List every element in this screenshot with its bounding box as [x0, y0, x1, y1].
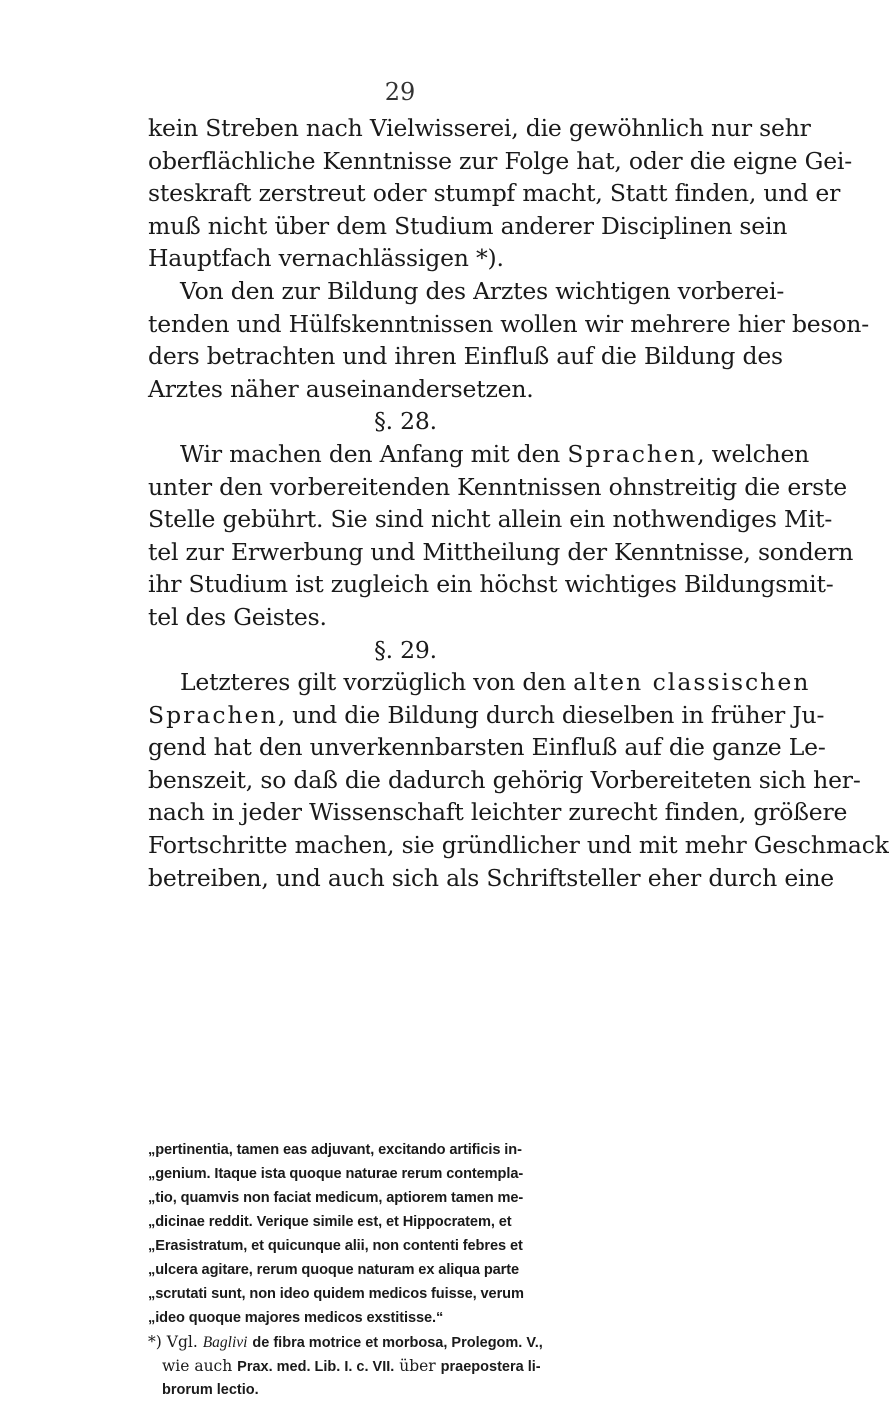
- work-title: de fibra motrice et morbosa, Prolegom. V.,: [252, 1335, 543, 1351]
- text-line: benszeit, so daß die dadurch gehörig Vorbereiteten sich her-: [148, 765, 861, 794]
- quote-line: „Erasistratum, et quicunque alii, non contenti febres et: [148, 1238, 523, 1254]
- quote-line: „pertinentia, tamen eas adjuvant, excitando artificis in-: [148, 1142, 522, 1158]
- quote-line: „ideo quoque majores medicos exstitisse.“: [148, 1310, 444, 1326]
- emphasis-sprachen: Sprachen: [148, 700, 278, 729]
- text-line: [148, 699, 825, 732]
- text-line: ihr Studium ist zugleich ein höchst wichtiges Bildungsmit-: [148, 570, 834, 599]
- text-fragment: Letzteres gilt vorzüglich von den: [180, 668, 574, 697]
- footnote-line: [148, 1354, 660, 1378]
- text-fragment: Wir machen den Anfang mit den: [180, 439, 568, 468]
- text-line: oberflächliche Kenntnisse zur Folge hat, oder die eigne Gei-: [148, 146, 852, 175]
- quote-line: „tio, quamvis non faciat medicum, aptiorem tamen me-: [148, 1190, 524, 1206]
- footnote: [148, 1330, 660, 1402]
- quote-line: „dicinae reddit. Verique simile est, et Hippocratem, et: [148, 1214, 512, 1230]
- text-line: unter den vorbereitenden Kenntnissen ohnstreitig die erste: [148, 472, 847, 501]
- text-line: tel zur Erwerbung und Mittheilung der Kenntnisse, sondern: [148, 537, 854, 566]
- text-fragment: wie auch: [162, 1357, 233, 1375]
- text-line: [148, 438, 810, 471]
- text-line: betreiben, und auch sich als Schriftsteller eher durch eine: [148, 863, 835, 892]
- text-line: Von den zur Bildung des Arztes wichtigen vorberei-: [180, 276, 785, 305]
- text-line: Fortschritte machen, sie gründlicher und mit mehr Geschmack: [148, 831, 889, 860]
- text-fragment: über: [399, 1357, 436, 1375]
- paragraph-3: [148, 438, 854, 634]
- text-line: gend hat den unverkennbarsten Einfluß auf die ganze Le-: [148, 733, 826, 762]
- section-heading-28: §. 28.: [374, 407, 437, 436]
- text-fragment: , und die Bildung durch dieselben in früher Ju-: [277, 700, 825, 729]
- text-line: Arztes näher auseinandersetzen.: [148, 374, 534, 403]
- page-number: 29: [384, 78, 416, 106]
- text-line: Hauptfach vernachlässigen *).: [148, 244, 504, 273]
- author-name: Baglivi: [202, 1334, 248, 1351]
- footnote-line: brorum lectio.: [162, 1382, 259, 1398]
- footnote-line: [148, 1330, 660, 1354]
- quote-line: „genium. Itaque ista quoque naturae rerum contempla-: [148, 1166, 524, 1182]
- emphasis-sprachen: Sprachen: [567, 439, 698, 468]
- paragraph-1: [148, 112, 852, 275]
- main-text: [148, 112, 889, 894]
- quote-line: „ulcera agitare, rerum quoque naturam ex aliqua parte: [148, 1262, 520, 1278]
- quote-line: „scrutati sunt, non ideo quidem medicos fuisse, verum: [148, 1286, 524, 1302]
- text-line: kein Streben nach Vielwisserei, die gewöhnlich nur sehr: [148, 114, 811, 142]
- text-line: tel des Geistes.: [148, 602, 327, 631]
- text-line: nach in jeder Wissenschaft leichter zurecht finden, größere: [148, 798, 848, 827]
- section-heading-29: §. 29.: [374, 635, 437, 664]
- work-reference: Prax. med. Lib. I. c. VII.: [237, 1359, 395, 1375]
- text-fragment: , welchen: [697, 439, 810, 468]
- paragraph-4: [148, 666, 889, 894]
- text-line: Stelle gebührt. Sie sind nicht allein ein nothwendiges Mit-: [148, 505, 833, 534]
- text-line: ders betrachten und ihren Einfluß auf die Bildung des: [148, 342, 783, 371]
- paragraph-2: [148, 275, 869, 405]
- text-line: tenden und Hülfskenntnissen wollen wir mehrere hier beson-: [148, 309, 869, 338]
- text-fragment: Vgl.: [166, 1333, 198, 1351]
- emphasis-alten-classischen: alten classischen: [573, 668, 811, 697]
- text-line: [148, 666, 811, 699]
- text-line: muß nicht über dem Studium anderer Disciplinen sein: [148, 211, 788, 240]
- text-line: steskraft zerstreut oder stumpf macht, Statt finden, und er: [148, 179, 841, 208]
- footnote-marker: *): [148, 1333, 162, 1351]
- text-fragment: praepostera li-: [440, 1359, 541, 1375]
- latin-quotation: [148, 1138, 660, 1330]
